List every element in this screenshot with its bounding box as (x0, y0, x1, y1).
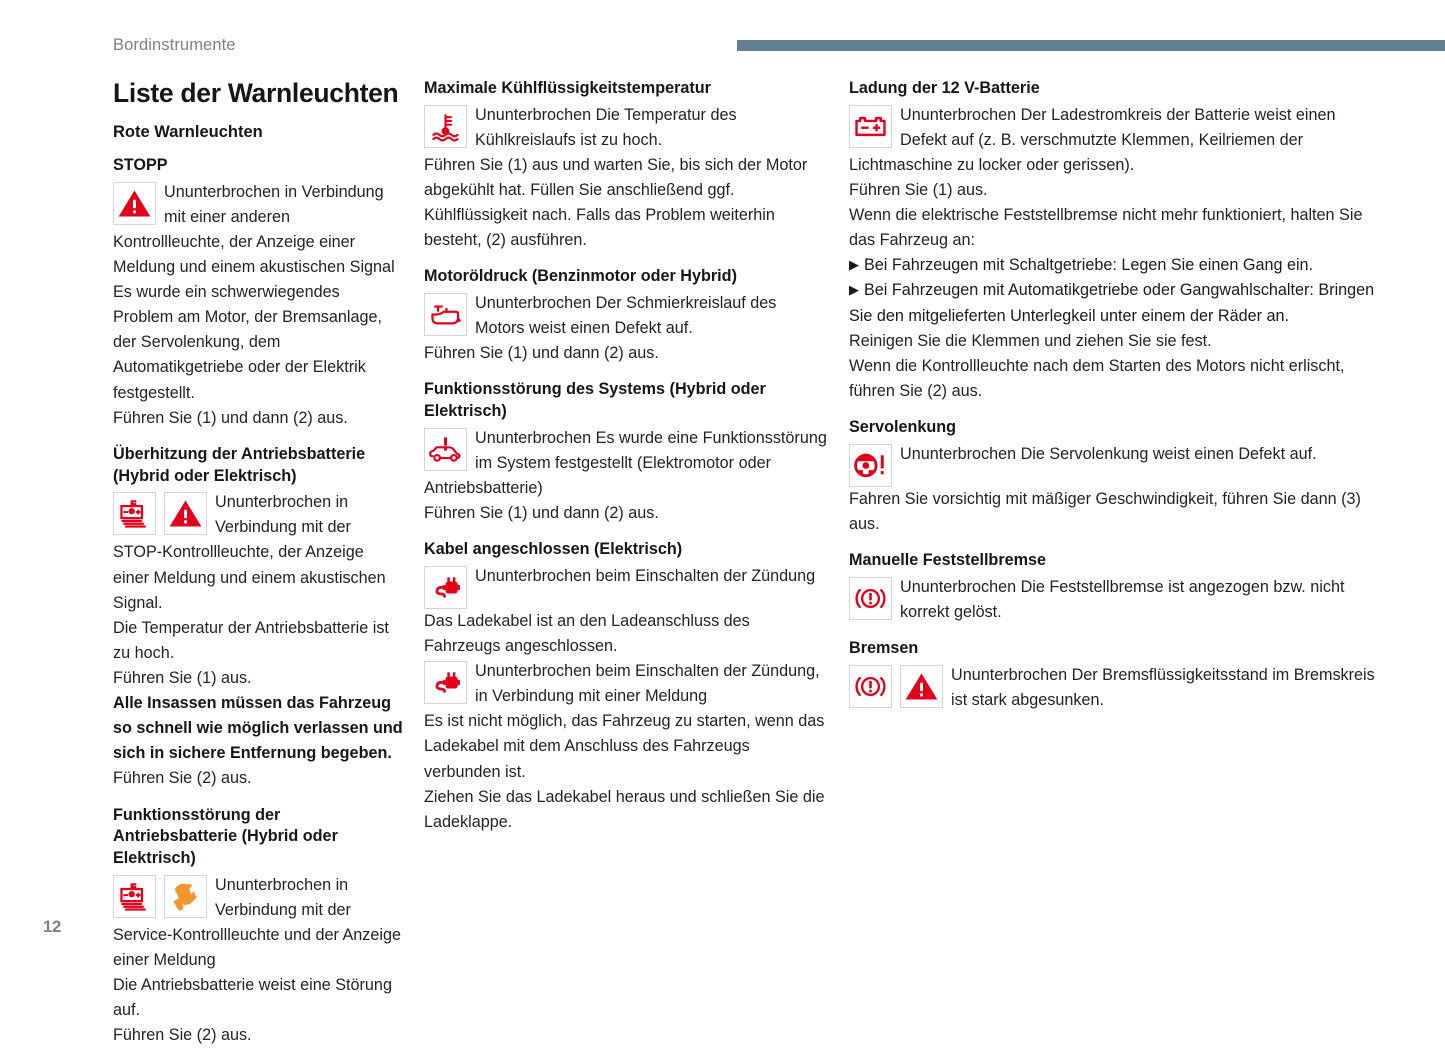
lamp-lead-text: Ununterbrochen in Verbindung mit der Service-Kontrollleuchte und der Anzeige einer Meldung (113, 875, 401, 969)
battery-charge-icon (849, 105, 892, 148)
lamp-para: Führen Sie (1) und dann (2) aus. (113, 408, 348, 427)
lamp-block-ladung-12v-batterie (849, 78, 1375, 404)
lamp-heading: Überhitzung der Antriebsbatterie (Hybrid oder Elektrisch) (113, 444, 366, 485)
bullet-marker-icon: ▶ (849, 282, 859, 298)
lamp-lead-text: Ununterbrochen Die Servolenkung weist einen Defekt auf. (900, 444, 1317, 463)
lamp-para-bold: Alle Insassen müssen das Fahrzeug so schnell wie möglich verlassen und sich in sichere Entfernung begeben. (113, 694, 403, 763)
column-1 (0, 78, 424, 1061)
lamp-para: Reinigen Sie die Klemmen und ziehen Sie sie fest. (849, 331, 1212, 350)
lamp-para: Führen Sie (1) aus und warten Sie, bis sich der Motor abgekühlt hat. Füllen Sie anschließend ggf. Kühlflüssigkeit nach. Falls das Problem weiterhin besteht, (2) ausführen. (424, 155, 808, 250)
lamp-para: Führen Sie (1) und dann (2) aus. (424, 504, 659, 523)
lamp-lead-text: Ununterbrochen in Verbindung mit der STOP-Kontrollleuchte, der Anzeige einer Meldung und einem akustischen Signal. (113, 493, 386, 612)
lamp-heading: Funktionsstörung des Systems (Hybrid oder Elektrisch) (424, 380, 766, 421)
lamp-block-funktionsstoerung-antriebsbatterie (113, 805, 404, 1049)
page-number: 12 (43, 918, 62, 936)
service-wrench-icon (164, 875, 207, 918)
parking-brake-icon (849, 665, 892, 708)
lamp-para: Wenn die Kontrollleuchte nach dem Starten des Motors nicht erlischt, führen Sie (2) aus. (849, 356, 1345, 400)
lamp-para: Führen Sie (1) aus. (113, 668, 252, 687)
lamp-para: Die Antriebsbatterie weist eine Störung auf. (113, 976, 392, 1020)
car-fault-icon (424, 428, 467, 471)
lamp-block-funktionsstoerung-system (424, 379, 827, 526)
lamp-block-maximale-kuehlfluessigkeitstemperatur (424, 78, 827, 253)
lamp-para: Fahren Sie vorsichtig mit mäßiger Geschwindigkeit, führen Sie dann (3) aus. (849, 489, 1361, 533)
lamp-heading: Ladung der 12 V-Batterie (849, 79, 1040, 97)
bullet-text: Bei Fahrzeugen mit Schaltgetriebe: Legen Sie einen Gang ein. (864, 256, 1314, 275)
page-header (0, 0, 1445, 70)
lamp-para: Führen Sie (2) aus. (113, 1026, 252, 1045)
warning-triangle-icon (164, 492, 207, 535)
lamp-lead-text: Ununterbrochen Die Temperatur des Kühlkreislaufs ist zu hoch. (475, 105, 737, 149)
lamp-para: Führen Sie (1) aus. (849, 181, 988, 200)
lamp-heading: Kabel angeschlossen (Elektrisch) (424, 540, 683, 559)
lamp-lead-text: Ununterbrochen beim Einschalten der Zündung, in Verbindung mit einer Meldung (475, 662, 820, 706)
lamp-heading: STOPP (113, 156, 168, 174)
lamp-heading: Maximale Kühlflüssigkeitstemperatur (424, 79, 711, 97)
warning-triangle-icon (900, 665, 943, 708)
bullet-marker-icon: ▶ (849, 257, 859, 273)
lamp-block-bremsen (849, 638, 1375, 713)
lamp-para: Führen Sie (1) und dann (2) aus. (424, 344, 659, 363)
traction-battery-temperature-icon (113, 875, 156, 918)
lamp-heading: Motoröldruck (Benzinmotor oder Hybrid) (424, 267, 737, 286)
lamp-block-stopp (113, 155, 404, 431)
header-rule (737, 40, 1445, 51)
running-title: Bordinstrumente (113, 36, 236, 54)
traction-battery-temperature-icon (113, 492, 156, 535)
bullet-text: Bei Fahrzeugen mit Automatikgetriebe oder Gangwahlschalter: Bringen Sie den mitgelieferten Unterlegkeil unter einem der Räder an. (849, 281, 1375, 325)
lamp-lead-text: Ununterbrochen in Verbindung mit einer anderen Kontrollleuchte, der Anzeige einer Meldung und einem akustischen Signal (113, 182, 395, 277)
column-2 (424, 78, 849, 1061)
charging-plug-icon (424, 661, 467, 704)
lamp-block-kabel-angeschlossen (424, 539, 827, 835)
power-steering-icon (849, 444, 892, 487)
lamp-lead-text: Ununterbrochen Der Schmierkreislauf des Motors weist einen Defekt auf. (475, 294, 777, 338)
lamp-para: Ziehen Sie das Ladekabel heraus und schließen Sie die Ladeklappe. (424, 787, 825, 831)
coolant-temperature-icon (424, 105, 467, 148)
lamp-heading: Manuelle Feststellbremse (849, 550, 1047, 569)
lamp-para: Es wurde ein schwerwiegendes Problem am Motor, der Bremsanlage, der Servolenkung, dem Automatikgetriebe oder der Elektrik festgestellt. (113, 283, 383, 402)
lamp-para: Führen Sie (2) aus. (113, 769, 252, 788)
lamp-para: Das Ladekabel ist an den Ladeanschluss des Fahrzeugs angeschlossen. (424, 611, 750, 656)
lamp-bullet (849, 278, 1375, 328)
lamp-block-servolenkung (849, 417, 1375, 537)
warning-triangle-icon (113, 182, 156, 225)
column-3 (849, 78, 1445, 1061)
charging-plug-icon (424, 566, 467, 609)
lamp-para: Es ist nicht möglich, das Fahrzeug zu starten, wenn das Ladekabel mit dem Anschluss des Fahrzeugs verbunden ist. (424, 712, 825, 781)
lamp-lead-text: Ununterbrochen beim Einschalten der Zündung (475, 566, 816, 585)
lamp-heading: Servolenkung (849, 418, 957, 437)
lamp-heading: Funktionsstörung der Antriebsbatterie (Hybrid oder Elektrisch) (113, 805, 338, 867)
content-columns (0, 78, 1445, 1061)
oil-pressure-icon (424, 293, 467, 336)
lamp-lead-text: Ununterbrochen Es wurde eine Funktionsstörung im System festgestellt (Elektromotor oder Antriebsbatterie) (424, 428, 827, 498)
lamp-block-motoroeldruck (424, 266, 827, 366)
parking-brake-icon (849, 577, 892, 620)
lamp-lead-text: Ununterbrochen Der Ladestromkreis der Batterie weist einen Defekt auf (z. B. verschmutzte Klemmen, Keilriemen der Lichtmaschine zu locker oder gerissen). (849, 105, 1336, 174)
lamp-para: Wenn die elektrische Feststellbremse nicht mehr funktioniert, halten Sie das Fahrzeug an: (849, 206, 1363, 250)
lamp-lead-text: Ununterbrochen Die Feststellbremse ist angezogen bzw. nicht korrekt gelöst. (900, 577, 1345, 621)
lamp-block-manuelle-feststellbremse (849, 550, 1375, 625)
lamp-block-ueberhitzung-antriebsbatterie (113, 444, 404, 792)
lamp-para: Die Temperatur der Antriebsbatterie ist zu hoch. (113, 618, 389, 662)
page-title: Liste der Warnleuchten (113, 78, 399, 108)
lamp-heading: Bremsen (849, 638, 919, 657)
section-subtitle: Rote Warnleuchten (113, 123, 263, 141)
lamp-bullet (849, 253, 1375, 278)
lamp-lead-text: Ununterbrochen Der Bremsflüssigkeitsstand im Bremskreis ist stark abgesunken. (951, 665, 1375, 709)
